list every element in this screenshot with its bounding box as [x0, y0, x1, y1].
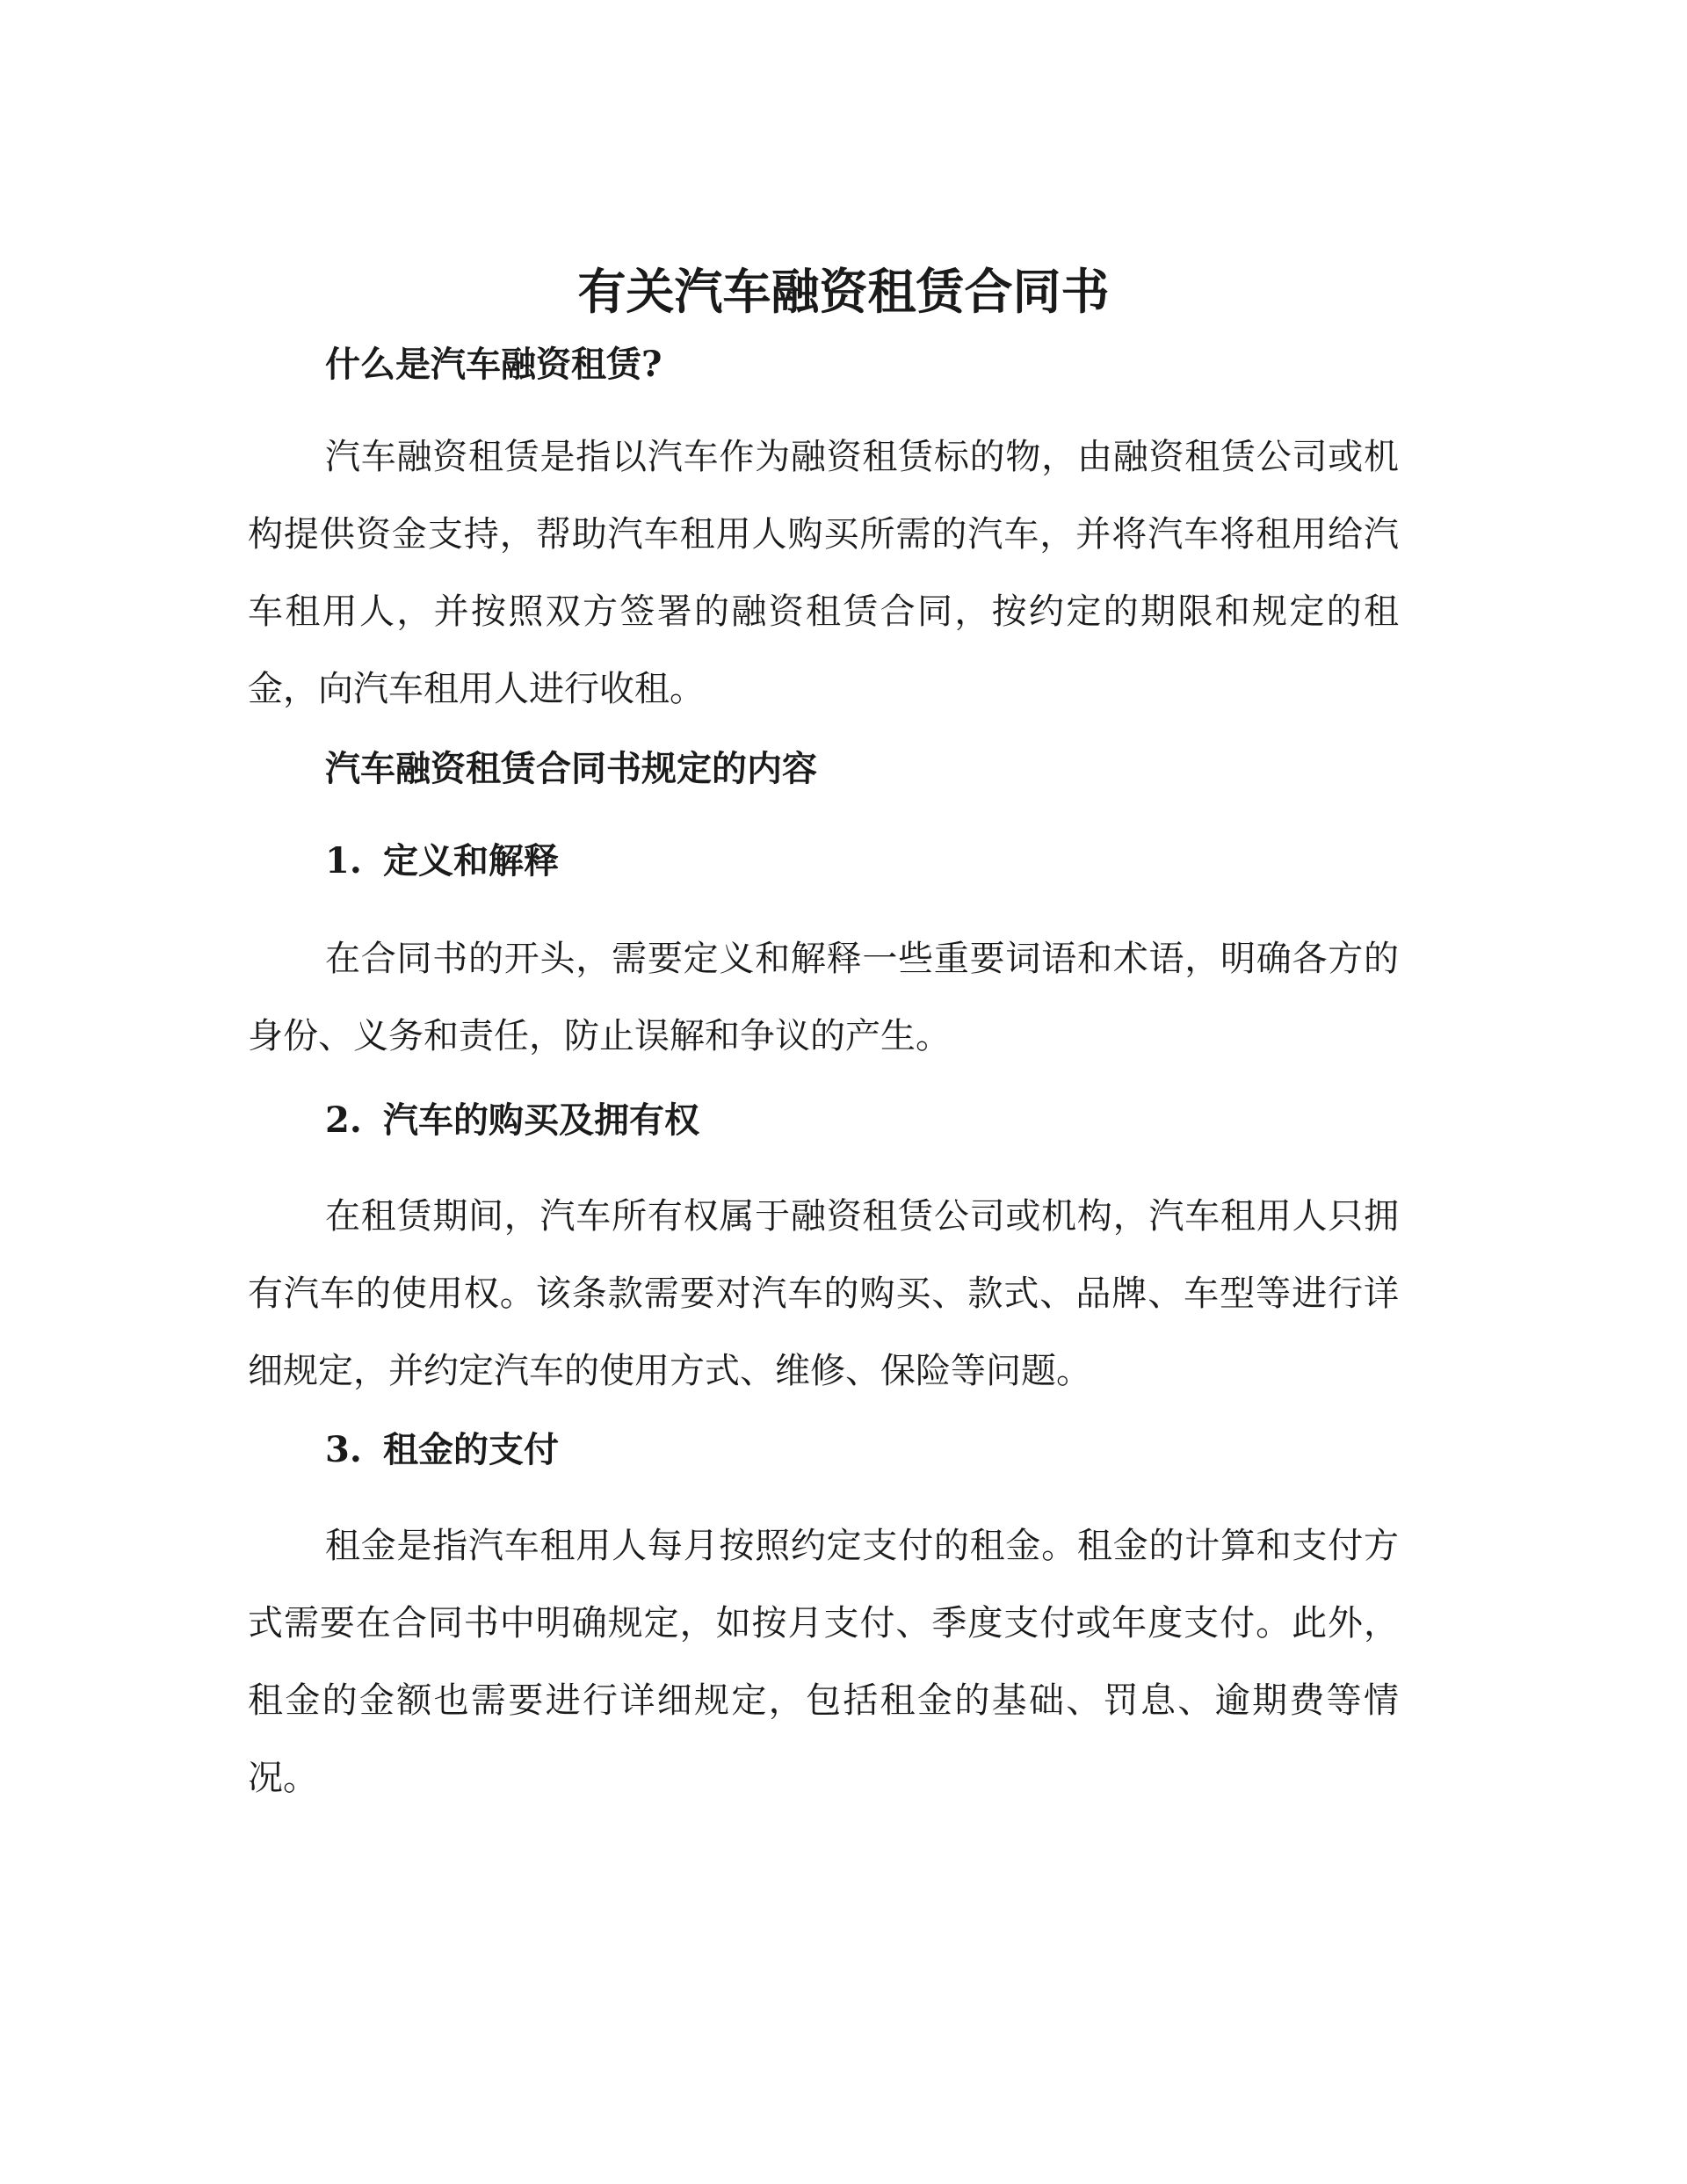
section-paragraph-definition: 汽车融资租赁是指以汽车作为融资租赁标的物，由融资租赁公司或机构提供资金支持，帮助汽车租用人购买所需的汽车，并将汽车将租用给汽车租用人，并按照双方签署的融资租赁合同，按约定的期限和规定的租金，向汽车租用人进行收租。: [248, 437, 1399, 709]
clause-number-2: 2.: [325, 1099, 362, 1141]
clause-title-1: 定义和解释: [383, 840, 559, 882]
clause-number-1: 1.: [325, 840, 362, 882]
section-heading-what-is: 什么是汽车融资租赁?: [325, 344, 662, 385]
section-heading-contract-contents: 汽车融资租赁合同书规定的内容: [325, 748, 817, 789]
clause-paragraph-1: 在合同书的开头，需要定义和解释一些重要词语和术语，明确各方的身份、义务和责任，防止误解和争议的产生。: [248, 939, 1399, 1056]
clause-paragraph-2: 在租赁期间，汽车所有权属于融资租赁公司或机构，汽车租用人只拥有汽车的使用权。该条款需要对汽车的购买、款式、品牌、车型等进行详细规定，并约定汽车的使用方式、维修、保险等问题。: [248, 1196, 1399, 1391]
clause-heading-2: [325, 1094, 699, 1147]
clause-paragraph-3: 租金是指汽车租用人每月按照约定支付的租金。租金的计算和支付方式需要在合同书中明确规定，如按月支付、季度支付或年度支付。此外，租金的金额也需要进行详细规定，包括租金的基础、罚息、逾期费等情况。: [248, 1526, 1399, 1798]
clause-heading-3: [325, 1424, 559, 1477]
clause-number-3: 3.: [325, 1429, 362, 1470]
document-title: 有关汽车融资租赁合同书: [577, 263, 1110, 320]
clause-title-3: 租金的支付: [383, 1429, 559, 1470]
clause-heading-1: [325, 835, 559, 888]
clause-title-2: 汽车的购买及拥有权: [383, 1099, 699, 1141]
